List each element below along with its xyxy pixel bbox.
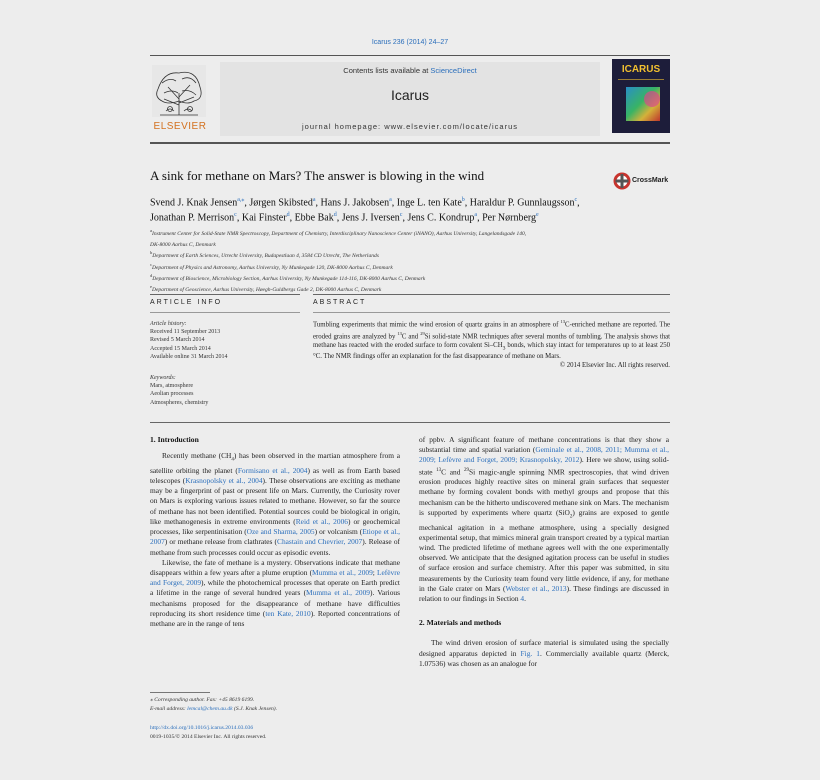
author-separator: ,: [464, 197, 470, 209]
article-sheet: [150, 35, 670, 747]
crossmark-badge[interactable]: [613, 171, 673, 193]
citation-link[interactable]: Etiope et al., 2007: [150, 527, 400, 547]
right-column: [419, 435, 669, 669]
affiliation-text: Department of Physics and Astronomy, Aarhus University, Ny Munkegade 120, DK-8000 Aarhus C, Denmark: [152, 264, 393, 271]
author-name[interactable]: Ebbe Bak: [294, 212, 334, 224]
history-revised: Revised 5 March 2014: [150, 337, 205, 344]
author-separator: ,: [244, 197, 250, 209]
citation-link[interactable]: Mumma et al., 2009: [306, 588, 370, 598]
citation-link[interactable]: Krasnopolsky et al., 2004: [185, 476, 263, 486]
article-info-top-rule: [150, 294, 300, 295]
author-separator: ,: [577, 197, 580, 209]
article-history: [150, 320, 300, 361]
affiliation-item: [150, 249, 670, 260]
citation-link[interactable]: Reid et al., 2006: [295, 516, 348, 526]
author-separator: ,: [336, 212, 342, 224]
abstract-bottom-rule: [150, 422, 670, 423]
author-separator: ,: [477, 212, 483, 224]
journal-citation-link[interactable]: Icarus 236 (2014) 24–27: [371, 39, 449, 46]
cover-title: ICARUS: [621, 64, 661, 75]
author-affiliation-marker[interactable]: c: [234, 212, 237, 219]
elsevier-wordmark: ELSEVIER: [153, 121, 207, 132]
author-affiliation-marker[interactable]: e: [536, 212, 539, 219]
author-separator: ,: [289, 212, 295, 224]
intro-paragraph-1: Recently methane $(CH_4)$ has been observed in the martian atmosphere from a satellite orbiting the planet (Formisano et al., 2004) as well as from Earth based telescopes (Krasnopolsky et al., 2004). These observations are exciting as methane may be a fingerprint of past or present life on Mars. Currently, the Curiosity rover on Mars is exploring various issues related to methane. However, so far the source of methane has not been identified. Potential sources could be biological in origin, like methanogenesis in extreme environments (Reid et al., 2006) or geochemical processes, like serpentinisation (Oze and Sharma, 2005) or volcanism (Etiope et al., 2007) or methane release from clathrates (Chastain and Chevrier, 2007). Release of methane from such processes could occur as episodic events.: [150, 451, 401, 557]
affiliation-key: d: [150, 272, 153, 278]
author-affiliation-marker[interactable]: c: [574, 197, 578, 203]
affiliation-text: DK-8000 Aarhus C, Denmark: [150, 242, 216, 249]
affiliation-item: [150, 238, 670, 249]
intro-paragraph-3: of ppbv. A significant feature of methane concentrations is that they show a substantial time and spatial variation (Geminale et al., 2008, 2011; Mumma et al., 2009; Lefèvre and Forget, 2009; Krasnopolsky, 2012). Here we show, using solid-state $^{13}$C and $^{29}$Si magic-angle spinning NMR spectroscopies, that wind driven erosion produces highly reactive sites on mineral grain surfaces that sequester methane by forming covalent bonds with methyl groups and propose that this mechanism can be the hitherto undiscovered methane sink on Mars. The mechanism is supported by experiments where quartz (SiO$_2$) grains are exposed to gentle mechanical agitation in a methane atmosphere, using a specially designed experimental setup, that mimics mineral grain transport created by a typical martian wind. The predicted lifetime of methane agrees well with the one experimentally observed. We anticipate that the designed agitation process can be useful in studies of surface erosion and surface chemistry. After this paper was submitted, in situ measurements by the Curiosity team found very little evidence, if any, for methane in the Gale crater on Mars (Webster et al., 2013). These findings are discussed in relation to our findings in Section 4.: [419, 435, 670, 603]
author-separator: ,: [236, 212, 242, 224]
abstract-top-rule: [313, 294, 670, 295]
history-accepted: Accepted 15 March 2014: [150, 345, 211, 352]
intro-paragraph-2: Likewise, the fate of methane is a mystery. Observations indicate that methane disappears within a few years after a plume eruption (Mumma et al., 2009; Lefèvre and Forget, 2009), while the photochemical processes that operate on Earth predict a lifetime in the range of several hundred years (Mumma et al., 2009). Various mechanisms proposed for the disappearance of methane have difficulties reproducing its short residence time (ten Kate, 2010). Reported concentrations of methane are in the range of tens: [150, 557, 400, 628]
contents-prefix: Contents lists available at: [343, 66, 429, 75]
keywords-block: [150, 374, 300, 407]
author-affiliation-marker[interactable]: c: [399, 212, 403, 219]
keyword-item: Atmospheres, chemistry: [150, 399, 209, 406]
methods-paragraph-1: The wind driven erosion of surface material is simulated using the specially designed apparatus depicted in Fig. 1. Commercially available quartz (Merck, 1.07536) was chosen as an analogue for: [419, 638, 670, 668]
affiliation-key: a: [150, 228, 152, 233]
article-title: A sink for methane on Mars? The answer is blowing in the wind: [150, 168, 485, 183]
doi-block: [150, 724, 400, 741]
author-name[interactable]: Per Nørnberg: [482, 212, 537, 224]
author-name[interactable]: Jens J. Iversen: [341, 212, 400, 224]
citation-link[interactable]: Webster et al., 2013: [505, 583, 567, 593]
author-name[interactable]: Inge L. ten Kate: [396, 197, 462, 209]
abstract-sub-rule: [313, 312, 670, 313]
sciencedirect-link[interactable]: ScienceDirect: [430, 66, 477, 75]
author-separator: ,: [402, 212, 408, 224]
author-affiliation-marker[interactable]: a: [312, 197, 316, 203]
cover-artwork: [612, 59, 670, 133]
author-name[interactable]: Jørgen Skibsted: [249, 197, 313, 209]
keyword-item: Mars, atmosphere: [150, 383, 193, 390]
author-name[interactable]: Kai Finster: [241, 212, 287, 224]
journal-name: Icarus: [390, 87, 430, 103]
affiliation-item: [150, 261, 670, 272]
author-name[interactable]: Hans J. Jakobsen: [320, 197, 390, 209]
affiliation-item: [150, 283, 670, 294]
history-online: Available online 31 March 2014: [150, 353, 228, 360]
author-affiliation-marker[interactable]: d: [286, 212, 290, 219]
journal-banner: [220, 62, 600, 136]
citation-link[interactable]: Lefèvre and Forget, 2009: [150, 567, 400, 588]
article-info-heading: ARTICLE INFO: [150, 299, 223, 306]
issn-line: 0019-1035/© 2014 Elsevier Inc. All rights reserved.: [150, 733, 267, 740]
corresponding-author-note: ⁎ Corresponding author. Fax: +45 8619 6199.: [150, 697, 255, 703]
history-label: Article history:: [150, 321, 187, 327]
affiliation-text: Department of Bioscience, Microbiology Section, Aarhus University, Ny Munkegade 114-116, DK-8000 Aarhus C, Denmark: [152, 275, 426, 282]
section-link[interactable]: 4: [520, 593, 525, 603]
left-column: [150, 435, 400, 629]
affiliation-list: [150, 227, 670, 294]
citation-link[interactable]: Mumma et al., 2009: [312, 567, 373, 577]
methods-heading: 2. Materials and methods: [419, 618, 502, 628]
email-note: E-mail address: lemcal@chem.au.dk (S.J. Knak Jensen).: [150, 705, 278, 712]
contents-line: [220, 66, 600, 75]
doi-link[interactable]: http://dx.doi.org/10.1016/j.icarus.2014.03.036: [150, 725, 254, 731]
footnote: [150, 696, 400, 713]
article-info-sub-rule: [150, 312, 300, 313]
abstract-text: Tumbling experiments that mimic the wind erosion of quartz grains in an atmosphere of $^{13}$C-enriched methane are reported. The eroded grains are analyzed by $^{13}$C and $^{29}$Si solid-state NMR techniques after several months of tumbling. The analysis shows that methane has reacted with the eroded surface to form covalent $Si-CH_3$ bonds, which stay intact for temperatures up to at least 250 °C. The NMR findings offer an explanation for the fast disappearance of methane on Mars. © 2014 Elsevier Inc. All rights reserved.: [313, 319, 671, 370]
email-link[interactable]: lemcal@chem.au.dk: [187, 705, 233, 712]
footnote-rule: [150, 692, 210, 693]
affiliation-key: c: [150, 261, 152, 267]
keywords-label: Keywords:: [150, 375, 176, 381]
author-affiliation-marker[interactable]: a: [474, 212, 478, 219]
affiliation-text: Department of Geoscience, Aarhus University, Høegh-Guldbergs Gade 2, DK-8000 Aarhus C, Denmark: [152, 287, 382, 293]
citation-link[interactable]: Formisano et al., 2004: [237, 465, 308, 475]
author-affiliation-marker[interactable]: a,⁎: [237, 197, 245, 203]
crossmark-label: CrossMark: [632, 177, 669, 184]
author-name[interactable]: Jonathan P. Merrison: [150, 212, 235, 224]
masthead-top-rule: [150, 55, 670, 56]
abstract-copyright: © 2014 Elsevier Inc. All rights reserved.: [559, 362, 670, 370]
abstract-heading: ABSTRACT: [313, 299, 367, 306]
figure-link[interactable]: Fig. 1: [520, 648, 540, 658]
author-separator: ,: [391, 197, 397, 209]
affiliation-key: b: [150, 250, 153, 256]
author-affiliation-marker[interactable]: a: [389, 197, 392, 203]
affiliation-item: [150, 227, 670, 238]
journal-homepage-link[interactable]: journal homepage: www.elsevier.com/locate/icarus: [302, 122, 518, 131]
citation-link[interactable]: Chastain and Chevrier, 2007: [277, 537, 363, 547]
author-affiliation-marker[interactable]: b: [461, 197, 465, 203]
affiliation-key: e: [150, 284, 152, 290]
masthead-bottom-rule: [150, 142, 670, 144]
keyword-item: Aeolian processes: [150, 391, 194, 398]
author-name[interactable]: Jens C. Kondrup: [407, 212, 475, 224]
affiliation-text: Department of Earth Sciences, Utrecht University, Budapestlaan 4, 3584 CD Utrecht, The Netherlands: [152, 253, 379, 260]
citation-link[interactable]: ten Kate, 2010: [265, 608, 311, 618]
introduction-heading: 1. Introduction: [150, 435, 199, 444]
author-affiliation-marker[interactable]: d: [333, 212, 337, 219]
crossmark-icon: [613, 171, 631, 191]
history-received: Received 11 September 2013: [150, 329, 221, 336]
affiliation-text: Instrument Center for Solid-State NMR Spectroscopy, Department of Chemistry, Interdisciplinary Nanoscience Center (iNANO), Aarhus University, Langelandsgade 140,: [152, 230, 527, 237]
affiliation-item: [150, 272, 670, 283]
author-name[interactable]: Haraldur P. Gunnlaugsson: [469, 197, 575, 209]
author-list: [150, 194, 670, 225]
journal-cover-thumbnail[interactable]: [612, 59, 670, 133]
citation-link[interactable]: Oze and Sharma, 2005: [246, 527, 315, 537]
author-separator: ,: [315, 197, 321, 209]
citation-link[interactable]: Geminale et al., 2008, 2011; Mumma et al., 2009; Lefèvre and Forget, 2009; Krasnopolsky, 2012: [419, 445, 670, 465]
author-name[interactable]: Svend J. Knak Jensen: [150, 197, 238, 209]
